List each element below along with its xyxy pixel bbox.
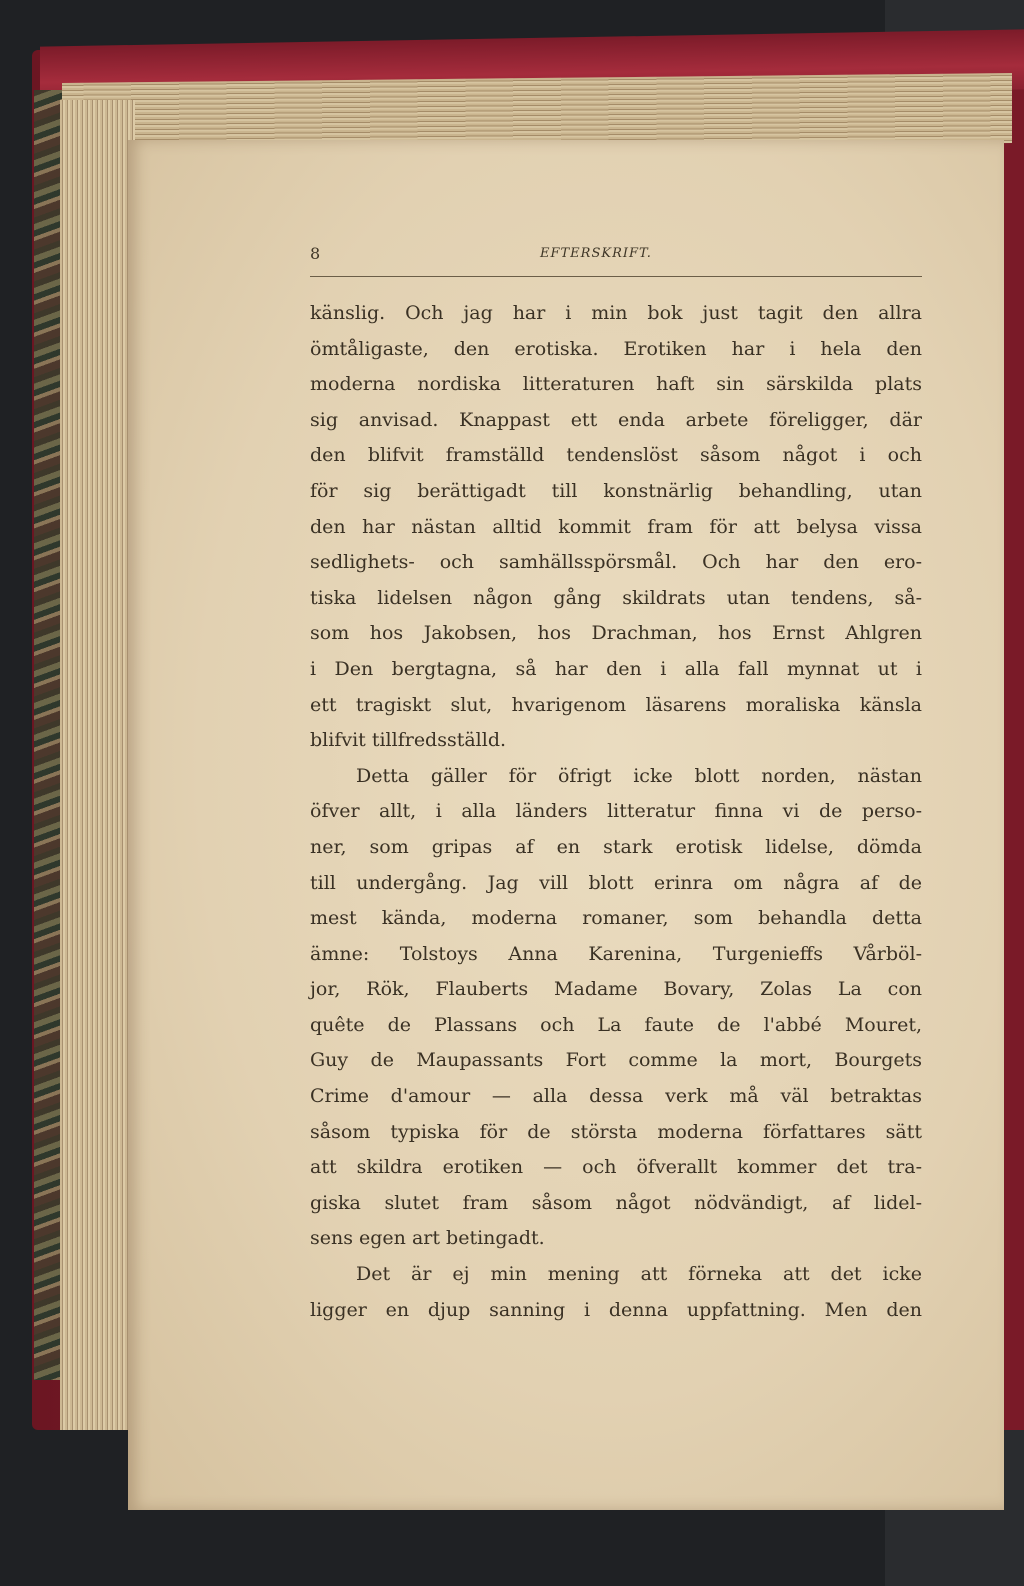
text-line: känslig. Och jag har i min bok just tagit den allra (310, 302, 922, 324)
text-line: ligger en djup sanning i denna uppfattning. Men den (310, 1298, 922, 1321)
text-line: mest kända, moderna romaner, som behandla detta (310, 907, 922, 930)
text-line: sedlighets- och samhällsspörsmål. Och har den ero- (310, 551, 922, 574)
text-line: såsom typiska för de största moderna författares sätt (310, 1120, 922, 1143)
text-line: för sig berättigadt till konstnärlig behandling, utan (310, 479, 922, 502)
text-line: som hos Jakobsen, hos Drachman, hos Ernst Ahlgren (310, 622, 922, 645)
text-line: i Den bergtagna, så har den i alla fall mynnat ut i (310, 657, 922, 680)
page-header (310, 244, 922, 270)
text-line: Crime d'amour — alla dessa verk må väl betraktas (310, 1085, 922, 1108)
text-line: öfver allt, i alla länders litteratur finna vi de perso- (310, 800, 922, 823)
text-line: giska slutet fram såsom något nödvändigt, af lidel- (310, 1191, 922, 1214)
text-line: Detta gäller för öfrigt icke blott norden, nästan (356, 764, 922, 787)
page-edges-left (60, 100, 135, 1430)
text-line: ner, som gripas af en stark erotisk lidelse, dömda (310, 835, 922, 858)
text-line: Guy de Maupassants Fort comme la mort, Bourgets (310, 1049, 922, 1072)
text-line: moderna nordiska litteraturen haft sin särskilda plats (310, 373, 922, 396)
text-line: sens egen art betingadt. (310, 1227, 545, 1250)
text-line: ett tragiskt slut, hvarigenom läsarens moraliska känsla (310, 693, 922, 716)
text-line: Det är ej min mening att förneka att det icke (356, 1263, 922, 1286)
text-line: ämne: Tolstoys Anna Karenina, Turgenieffs Vårböl- (310, 942, 922, 965)
text-line: quête de Plassans och La faute de l'abbé Mouret, (310, 1013, 922, 1036)
text-line: blifvit tillfredsställd. (310, 729, 507, 752)
body-text (310, 296, 922, 1328)
text-line: ömtåligaste, den erotiska. Erotiken har i hela den (310, 337, 922, 360)
text-line: den har nästan alltid kommit fram för att belysa vissa (310, 515, 922, 538)
text-line: den blifvit framställd tendenslöst såsom något i och (310, 444, 922, 467)
text-line: sig anvisad. Knappast ett enda arbete föreligger, där (310, 408, 922, 431)
text-line: till undergång. Jag vill blott erinra om några af de (310, 871, 922, 894)
text-line: jor, Rök, Flauberts Madame Bovary, Zolas La con (310, 978, 922, 1001)
running-title: EFTERSKRIFT. (540, 246, 652, 261)
header-rule (310, 276, 922, 277)
text-line: att skildra erotiken — och öfverallt kommer det tra- (310, 1156, 922, 1179)
text-line: tiska lidelsen någon gång skildrats utan tendens, så- (310, 586, 922, 609)
page-number: 8 (310, 244, 321, 263)
